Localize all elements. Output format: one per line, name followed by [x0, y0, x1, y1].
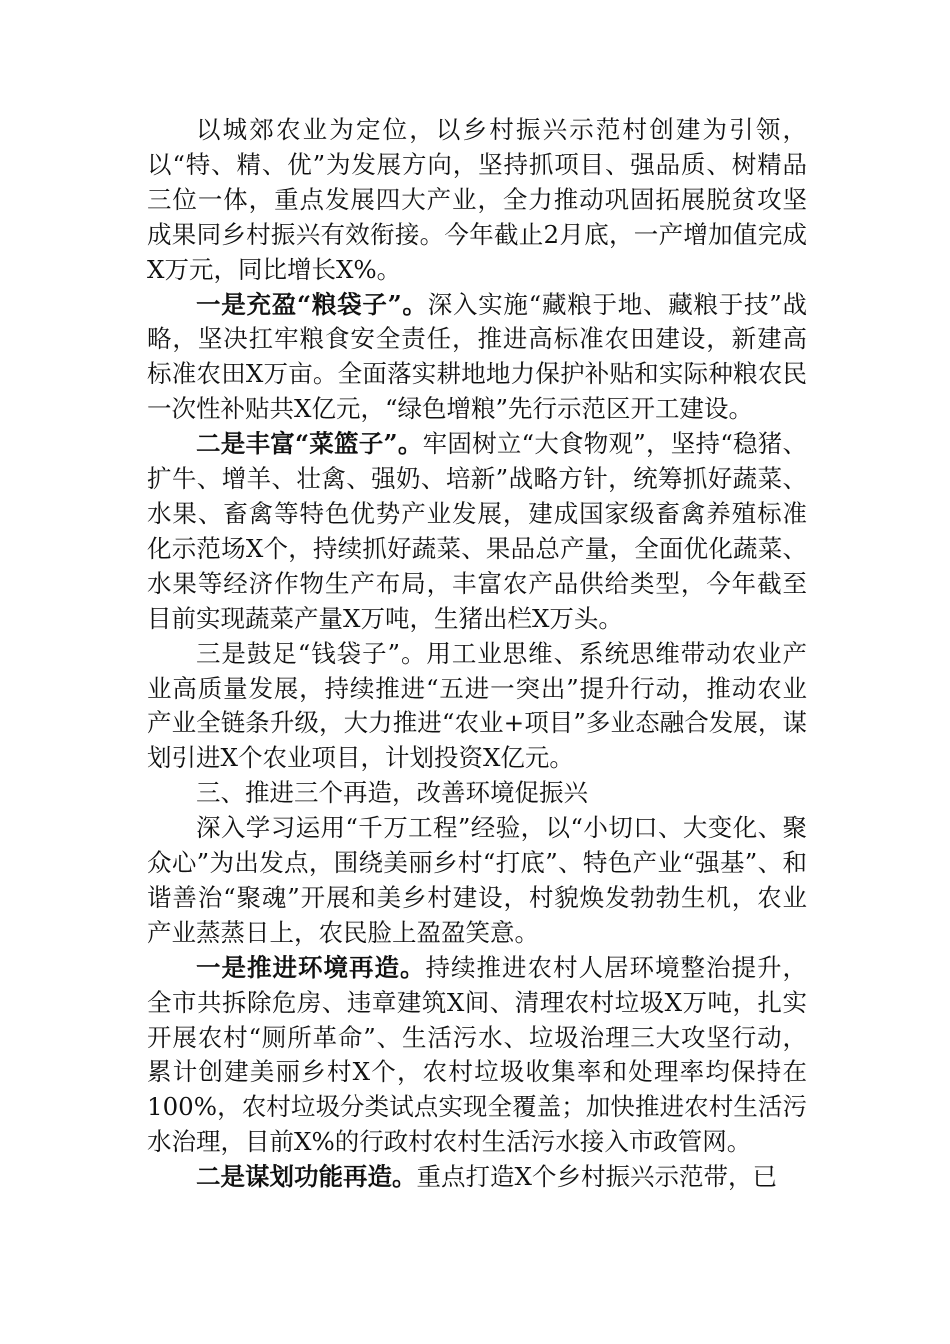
paragraph-lead: 二是丰富“菜篮子”。 [196, 429, 423, 459]
paragraph-money [147, 637, 807, 777]
paragraph-grain [147, 288, 807, 428]
paragraph-text: 深入学习运用“千万工程”经验，以“小切口、大变化、聚众心”为出发点，围绕美丽乡村“打底”、特色产业“强基”、和谐善治“聚魂”开展和美乡村建设，村貌焕发勃勃生机，农业产业蒸蒸日上，农民脸上盈盈笑意。 [147, 813, 807, 947]
paragraph-lead: 二是谋划功能再造。 [196, 1162, 417, 1192]
paragraph-environment-intro [147, 811, 807, 951]
paragraph-function [147, 1160, 807, 1195]
paragraph-lead: 一是推进环境再造。 [196, 952, 426, 982]
paragraph-text: 深入实施“藏粮于地、藏粮于技”战略，坚决扛牢粮食安全责任，推进高标准农田建设，新建高标准农田X万亩。全面落实耕地地力保护补贴和实际种粮农民一次性补贴共X亿元，“绿色增粮”先行示范区开工建设。 [147, 289, 807, 424]
paragraph-vegetable [147, 427, 807, 636]
paragraph-intro [147, 113, 807, 288]
paragraph-environment [147, 951, 807, 1160]
paragraph-lead: 一是充盈“粮袋子”。 [196, 289, 428, 319]
document-body [147, 113, 807, 1195]
paragraph-text: 以城郊农业为定位，以乡村振兴示范村创建为引领，以“特、精、优”为发展方向，坚持抓项目、强品质、树精品三位一体，重点发展四大产业，全力推动巩固拓展脱贫攻坚成果同乡村振兴有效衔接。今年截止2月底，一产增加值完成X万元，同比增长X%。 [147, 115, 807, 284]
section-heading [147, 776, 807, 811]
paragraph-text: 牢固树立“大食物观”，坚持“稳猪、扩牛、增羊、壮禽、强奶、培新”战略方针，统筹抓好蔬菜、水果、畜禽等特色优势产业发展，建成国家级畜禽养殖标准化示范场X个，持续抓好蔬菜、果品总产量，全面优化蔬菜、水果等经济作物生产布局，丰富农产品供给类型，今年截至目前实现蔬菜产量X万吨，生猪出栏X万头。 [147, 429, 808, 633]
paragraph-text: 三是鼓足“钱袋子”。用工业思维、系统思维带动农业产业高质量发展，持续推进“五进一突出”提升行动，推动农业产业全链条升级，大力推进“农业+项目”多业态融合发展，谋划引进X个农业项目，计划投资X亿元。 [147, 638, 807, 773]
paragraph-text: 重点打造X个乡村振兴示范带，已 [416, 1162, 777, 1192]
section-heading-text: 三、推进三个再造，改善环境促振兴 [196, 778, 588, 808]
paragraph-text: 持续推进农村人居环境整治提升，全市共拆除危房、违章建筑X间、清理农村垃圾X万吨，扎实开展农村“厕所革命”、生活污水、垃圾治理三大攻坚行动，累计创建美丽乡村X个，农村垃圾收集率和处理率均保持在100%，农村垃圾分类试点实现全覆盖；加快推进农村生活污水治理，目前X%的行政村农村生活污水接入市政管网。 [147, 952, 807, 1157]
